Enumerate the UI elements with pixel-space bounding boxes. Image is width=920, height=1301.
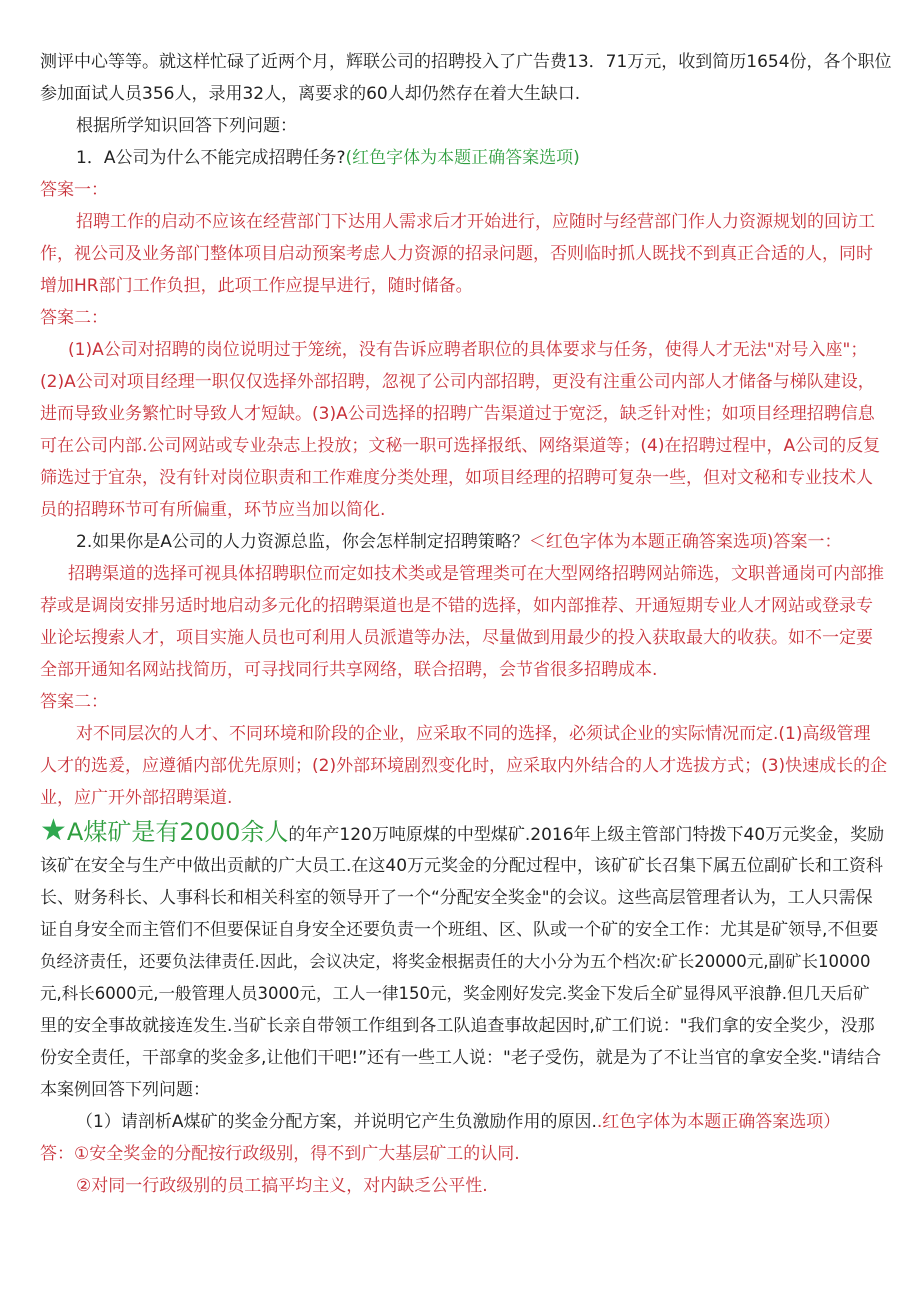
q1-answer-1-line-3: 增加HR部门工作负担，此项工作应提早进行，随时储备。	[40, 276, 473, 296]
q1-answer-1-label: 答案一：	[40, 180, 108, 200]
case2-line-8: 份安全责任，干部拿的奖金多,让他们干吧!”还有一些工人说："老子受伤，就是为了不让当官的拿安全奖."请结合	[40, 1048, 882, 1068]
case1-intro-line-1: 测评中心等等。就这样忙碌了近两个月，辉联公司的招聘投入了广告费13．71万元，收到简历1654份，各个职位	[40, 52, 892, 72]
q1-answer-2-line-6: 员的招聘环节可有所偏重，环节应当加以简化.	[40, 500, 386, 520]
question-1-text: 1．A公司为什么不能完成招聘任务?	[76, 148, 346, 168]
case2-line-3: 长、财务科长、人事科长和相关科室的领导开了一个“分配安全奖金"的会议。这些高层管理者认为，工人只需保	[40, 888, 873, 908]
q2-answer-1-line-1: 招聘渠道的选择可视具体招聘职位而定如技术类或是管理类可在大型网络招聘网站筛选，文职普通岗可内部推	[68, 564, 884, 584]
q1-answer-2-line-5: 筛选过于宜杂，没有针对岗位职责和工作难度分类处理，如项目经理的招聘可复杂一些，但对文秘和专业技术人	[40, 468, 873, 488]
q2-answer-2-line-3: 业，应广开外部招聘渠道.	[40, 788, 233, 808]
question-1-hint: (红色字体为本题正确答案选项)	[345, 148, 580, 168]
q1-answer-1-line-2: 作，视公司及业务部门整体项目启动预案考虑人力资源的招录问题，否则临时抓人既找不到真正合适的人，同时	[40, 244, 873, 264]
case1-question-1	[76, 144, 580, 172]
case2-title-line	[40, 814, 884, 848]
q2-answer-2-line-1: 对不同层次的人才、不同环境和阶段的企业，应采取不同的选择，必须试企业的实际情况而定.(1)高级管理	[76, 724, 871, 744]
q1-answer-2-line-1: (1)A公司对招聘的岗位说明过于笼统，没有告诉应聘者职位的具体要求与任务，使得人才无法"对号入座"；	[68, 340, 868, 360]
case2-answer-line-2: ②对同一行政级别的员工搞平均主义，对内缺乏公平性.	[76, 1176, 488, 1196]
q2-answer-1-line-2: 荐或是调岗安排另适时地启动多元化的招聘渠道也是不错的选择，如内部推荐、开通短期专业人才网站或登录专	[40, 596, 873, 616]
case2-question-1-hint: .红色字体为本题正确答案选项）	[596, 1112, 841, 1132]
q1-answer-1-line-1: 招聘工作的启动不应该在经营部门下达用人需求后才开始进行，应随时与经营部门作人力资源规划的回访工	[76, 212, 875, 232]
q1-answer-2-line-3: 进而导致业务繁忙时导致人才短缺。(3)A公司选择的招聘广告渠道过于宽泛，缺乏针对性；如项目经理招聘信息	[40, 404, 875, 424]
case2-line-9: 本案例回答下列问题：	[40, 1080, 210, 1100]
q2-answer-2-line-2: 人才的选爰，应遵循内部优先原则；(2)外部环境剧烈变化时，应采取内外结合的人才选拔方式；(3)快速成长的企	[40, 756, 888, 776]
case2-line-5: 负经济责任，还要负法律责任.因此，会议决定，将奖金根据责任的大小分为五个档次:矿长20000元,副矿长10000	[40, 952, 871, 971]
case2-line-7: 里的安全事故就接连发生.当矿长亲自带领工作组到各工队追查事故起因时,矿工们说："我们拿的安全奖少，没那	[40, 1016, 875, 1036]
q2-answer-1-line-3: 业论坛搜索人才，项目实施人员也可利用人员派遣等办法，尽量做到用最少的投入获取最大的收获。如不一定要	[40, 628, 873, 648]
q2-answer-1-label: 答案一：	[773, 532, 842, 552]
case2-question-1	[76, 1108, 840, 1136]
case1-prompt: 根据所学知识回答下列问题：	[76, 116, 297, 136]
case1-intro-line-2: 参加面试人员356人，录用32人，离要求的60人却仍然存在着大生缺口.	[40, 84, 581, 104]
q2-answer-1-line-4: 全部开通知名网站找简历，可寻找同行共享网络，联合招聘，会节省很多招聘成本.	[40, 660, 658, 680]
case1-question-2	[76, 528, 842, 556]
q1-answer-2-line-2: (2)A公司对项目经理一职仅仅选择外部招聘，忽视了公司内部招聘，更没有注重公司内部人才储备与梯队建设，	[40, 372, 875, 392]
question-2-text: 2.如果你是A公司的人力资源总监，你会怎样制定招聘策略？	[76, 532, 529, 552]
case2-line-6: 元,科长6000元,一般管理人员3000元，工人一律150元，奖金刚好发完.奖金下发后全矿显得风平浪静.但几天后矿	[40, 984, 870, 1003]
case2-title-big: A煤矿是有2000余人	[66, 818, 289, 846]
q1-answer-2-line-4: 可在公司内部.公司网站或专业杂志上投放；文秘一职可选择报纸、网络渠道等；(4)在招聘过程中，A公司的反复	[40, 436, 881, 456]
case2-line-4: 证自身安全而主管们不但要保证自身安全还要负责一个班组、区、队或一个矿的安全工作：尤其是矿领导,不但要	[40, 920, 879, 940]
case2-question-1-text: （1）请剖析A煤矿的奖金分配方案，并说明它产生负激励作用的原因.	[76, 1112, 597, 1132]
case2-line-1-rest: 的年产120万吨原煤的中型煤矿.2016年上级主管部门特拨下40万元奖金，奖励	[288, 825, 885, 845]
case2-line-2: 该矿在安全与生产中做出贡献的广大员工.在这40万元奖金的分配过程中，该矿矿长召集下属五位副矿长和工资科	[40, 856, 884, 876]
q2-answer-2-label: 答案二：	[40, 692, 108, 712]
q1-answer-2-label: 答案二：	[40, 308, 108, 328]
star-icon: ★	[40, 813, 67, 848]
question-2-hint: ＜红色字体为本题正确答案选项)	[528, 532, 774, 552]
case2-answer-line-1: 答：①安全奖金的分配按行政级别，得不到广大基层矿工的认同.	[40, 1144, 520, 1164]
